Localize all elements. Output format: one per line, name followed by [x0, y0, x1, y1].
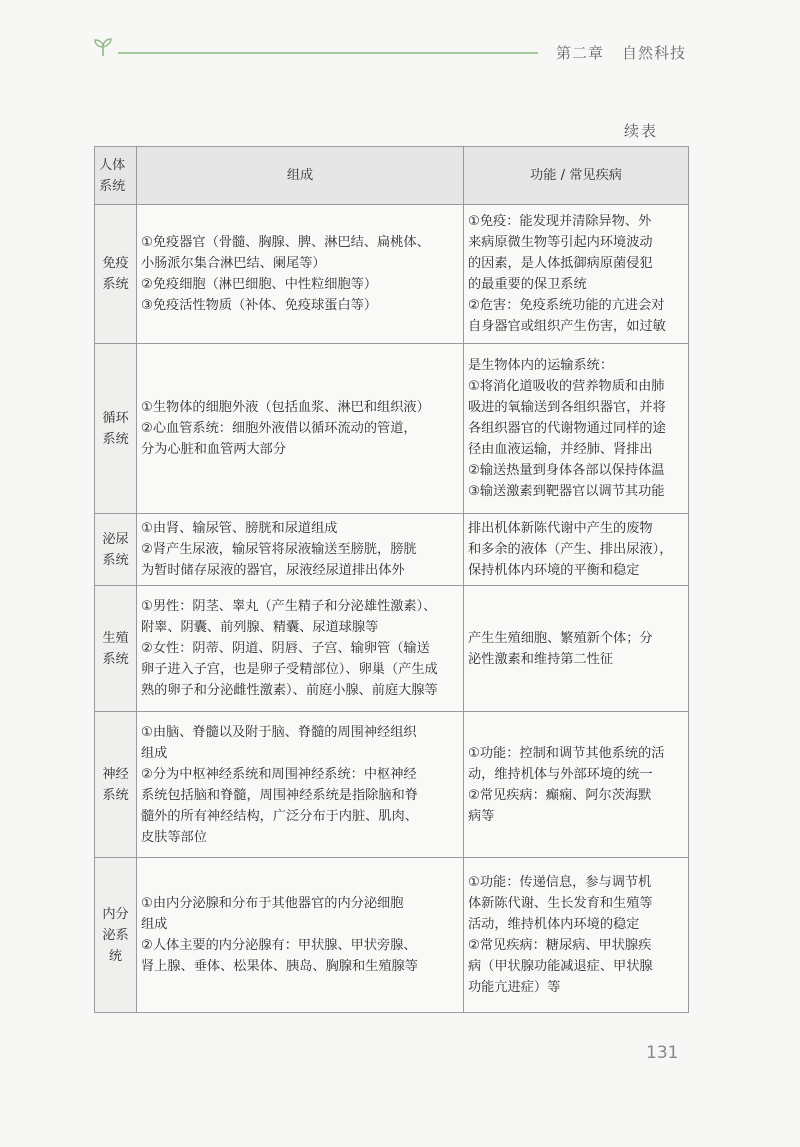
function-line: 病（甲状腺功能减退症、甲状腺	[468, 959, 653, 974]
function-line: 保持机体内环境的平衡和稳定	[468, 563, 640, 578]
composition-line: ②心血管系统：细胞外液借以循环流动的管道，	[141, 421, 417, 436]
function-line: ①免疫：能发现并清除异物、外	[468, 214, 652, 229]
function-line: 的最重要的保卫系统	[468, 277, 587, 292]
composition-line: ①由肾、输尿管、膀胱和尿道组成	[141, 521, 338, 536]
function-cell	[464, 344, 689, 514]
system-name-cell: 泌尿 系统	[95, 514, 137, 586]
table-caption: 续表	[624, 122, 659, 140]
composition-line: 卵子进入子宫，也是卵子受精部位）、卵巢（产生成	[141, 662, 438, 677]
table-row	[95, 586, 689, 712]
function-line: 活动，维持机体内环境的稳定	[468, 917, 640, 932]
function-cell	[464, 514, 689, 586]
table-row	[95, 205, 689, 344]
composition-line: ①生物体的细胞外液（包括血浆、淋巴和组织液）	[141, 400, 430, 415]
composition-cell	[137, 514, 464, 586]
table-header-row	[95, 147, 689, 205]
composition-cell	[137, 344, 464, 514]
function-line: 吸进的氧输送到各组织器官，并将	[468, 400, 666, 415]
composition-line: 系统包括脑和脊髓，周围神经系统是指除脑和脊	[141, 787, 418, 803]
composition-line: 髓外的所有神经结构，广泛分布于内脏、肌肉、	[141, 808, 418, 824]
header-rule	[118, 52, 538, 54]
composition-line: 小肠派尔集合淋巴结、阑尾等）	[141, 256, 326, 271]
function-line: 体新陈代谢、生长发育和生殖等	[468, 896, 653, 911]
composition-line: ②女性：阴蒂、阴道、阴唇、子宫、输卵管（输送	[141, 641, 430, 656]
composition-line: 熟的卵子和分泌雌性激素）、前庭小腺、前庭大腺等	[141, 683, 438, 698]
composition-line: ③免疫活性物质（补体、免疫球蛋白等）	[141, 298, 378, 313]
composition-line: 皮肤等部位	[141, 829, 207, 845]
composition-line: 组成	[141, 745, 168, 761]
table-row	[95, 712, 689, 858]
function-line: 产生生殖细胞、繁殖新个体；分	[468, 630, 653, 646]
composition-line: ②分为中枢神经系统和周围神经系统：中枢神经	[141, 766, 417, 782]
function-line: ②常见疾病：糖尿病、甲状腺疾	[468, 938, 652, 953]
system-name-cell: 循环 系统	[95, 344, 137, 514]
function-line: 自身器官或组织产生伤害，如过敏	[468, 319, 666, 334]
function-line: 的因素，是人体抵御病原菌侵犯	[468, 256, 653, 271]
column-header-composition: 组成	[137, 147, 464, 205]
composition-line: 分为心脏和血管两大部分	[141, 442, 287, 457]
composition-line: ②肾产生尿液，输尿管将尿液输送至膀胱，膀胱	[141, 542, 417, 557]
function-line: ①功能：传递信息，参与调节机	[468, 875, 652, 890]
function-line: 各组织器官的代谢物通过同样的途	[468, 421, 666, 436]
function-line: 径由血液运输，并经肺、肾排出	[468, 442, 653, 457]
chapter-title: 自然科技	[622, 44, 687, 62]
function-line: ①将消化道吸收的营养物质和由肺	[468, 379, 665, 394]
composition-line: 附睾、阴囊、前列腺、精囊、尿道球腺等	[141, 620, 379, 635]
page-header	[0, 0, 800, 80]
sprout-icon	[92, 36, 114, 58]
function-cell	[464, 586, 689, 712]
column-header-system: 人体系统	[95, 147, 137, 205]
system-name-cell: 内分 泌系 统	[95, 858, 137, 1013]
composition-line: ①由脑、脊髓以及附于脑、脊髓的周围神经组织	[141, 724, 417, 740]
composition-line: ②人体主要的内分泌腺有：甲状腺、甲状旁腺、	[141, 938, 417, 953]
composition-line: ②免疫细胞（淋巴细胞、中性粒细胞等）	[141, 277, 378, 292]
composition-line: ①由内分泌腺和分布于其他器官的内分泌细胞	[141, 896, 404, 911]
function-cell	[464, 712, 689, 858]
composition-cell	[137, 205, 464, 344]
function-line: ②输送热量到身体各部以保持体温	[468, 463, 665, 478]
composition-line: 组成	[141, 917, 168, 932]
composition-line: 肾上腺、垂体、松果体、胰岛、胸腺和生殖腺等	[141, 959, 418, 974]
table-row	[95, 514, 689, 586]
column-header-function: 功能 / 常见疾病	[464, 147, 689, 205]
body-systems-table	[94, 146, 689, 1013]
function-line: ①功能：控制和调节其他系统的活	[468, 745, 665, 761]
function-line: 是生物体内的运输系统：	[468, 358, 614, 373]
function-line: 和多余的液体（产生、排出尿液），	[468, 542, 673, 557]
composition-line: ①男性：阴茎、睾丸（产生精子和分泌雄性激素）、	[141, 599, 437, 614]
function-line: ③输送激素到靶器官以调节其功能	[468, 484, 665, 499]
composition-line: 为暂时储存尿液的器官，尿液经尿道排出体外	[141, 563, 405, 578]
composition-cell	[137, 712, 464, 858]
system-name-cell: 神经 系统	[95, 712, 137, 858]
function-cell	[464, 858, 689, 1013]
composition-cell	[137, 586, 464, 712]
page-number: 131	[646, 1043, 679, 1063]
function-line: 排出机体新陈代谢中产生的废物	[468, 521, 653, 536]
chapter-label: 第二章	[556, 44, 605, 62]
function-line: 来病原微生物等引起内环境波动	[468, 235, 653, 250]
function-line: 泌性激素和维持第二性征	[468, 651, 614, 667]
composition-cell	[137, 858, 464, 1013]
table-row	[95, 858, 689, 1013]
function-cell	[464, 205, 689, 344]
table-row	[95, 344, 689, 514]
function-line: 病等	[468, 808, 495, 824]
composition-line: ①免疫器官（骨髓、胸腺、脾、淋巴结、扁桃体、	[141, 235, 430, 250]
system-name-cell: 免疫 系统	[95, 205, 137, 344]
system-name-cell: 生殖 系统	[95, 586, 137, 712]
function-line: 功能亢进症）等	[468, 980, 561, 995]
function-line: ②危害：免疫系统功能的亢进会对	[468, 298, 665, 313]
function-line: 动，维持机体与外部环境的统一	[468, 766, 653, 782]
chapter-heading	[556, 42, 686, 63]
function-line: ②常见疾病：癫痫、阿尔茨海默	[468, 787, 652, 803]
